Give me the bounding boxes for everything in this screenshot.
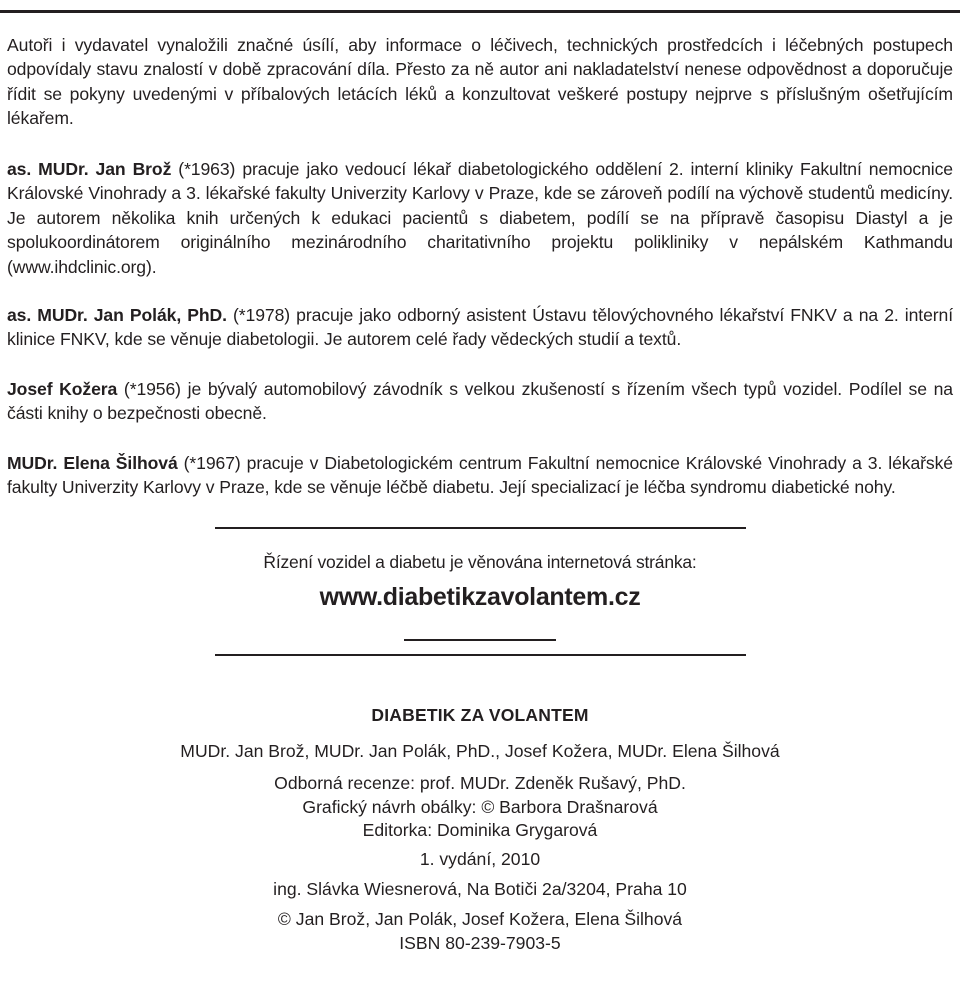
disclaimer-paragraph	[7, 33, 953, 131]
website-url: www.diabetikzavolantem.cz	[319, 583, 641, 611]
author-bio-silhova	[7, 451, 953, 500]
imprint-isbn: ISBN 80-239-7903-5	[399, 933, 561, 953]
divider	[215, 654, 746, 656]
author-bio-broz	[7, 157, 953, 279]
author-name: as. MUDr. Jan Brož	[7, 159, 172, 179]
author-bio-text: (*1978) pracuje jako odborný asistent Ústavu tělovýchovného lékařství FNKV a na 2. interní klinice FNKV, kde se věnuje diabetologii. Je autorem celé řady vědeckých studií a textů.	[7, 305, 954, 350]
author-bio-kozera	[7, 377, 953, 426]
author-name: as. MUDr. Jan Polák, PhD.	[7, 305, 227, 325]
website-intro: Řízení vozidel a diabetu je věnována internetová stránka:	[263, 552, 697, 572]
short-divider	[404, 639, 556, 641]
imprint-edition: 1. vydání, 2010	[419, 849, 541, 869]
author-name: MUDr. Elena Šilhová	[7, 453, 178, 473]
imprint-authors: MUDr. Jan Brož, MUDr. Jan Polák, PhD., Josef Kožera, MUDr. Elena Šilhová	[180, 741, 780, 761]
author-bio-text: (*1963) pracuje jako vedoucí lékař diabetologického oddělení 2. interní kliniky Fakultní nemocnice Královské Vinohrady a 3. lékařské fakulty Univerzity Karlovy v Praze, kde se zároveň podílí na výchově studentů medicíny. Je autorem několika knih určených k edukaci pacientů s diabetem, podílí se na přípravě časopisu Diastyl a je spolukoordinátorem originálního mezinárodního charitativního projektu polikliniky v nepálském Kathmandu (www.ihdclinic.org).	[7, 159, 953, 277]
imprint-cover-design: Grafický návrh obálky: © Barbora Drašnarová	[302, 797, 658, 817]
author-name: Josef Kožera	[7, 379, 118, 399]
imprint-publisher: ing. Slávka Wiesnerová, Na Botiči 2a/3204, Praha 10	[273, 879, 687, 899]
book-title: DIABETIK ZA VOLANTEM	[371, 705, 589, 725]
imprint-reviewer: Odborná recenze: prof. MUDr. Zdeněk Rušavý, PhD.	[274, 773, 686, 793]
top-rule	[0, 10, 960, 13]
imprint-editor: Editorka: Dominika Grygarová	[362, 820, 598, 840]
imprint-copyright: © Jan Brož, Jan Polák, Josef Kožera, Elena Šilhová	[277, 909, 683, 929]
disclaimer-text: Autoři i vydavatel vynaložili značné úsílí, aby informace o léčivech, technických prostředcích i léčebných postupech odpovídaly stavu znalostí v době zpracování díla. Přesto za ně autor ani nakladatelství nenese odpovědnost a doporučuje řídit se pokyny uvedenými v příbalových letácích léků a konzultovat veškeré postupy nejprve s příslušným ošetřujícím lékařem.	[7, 35, 953, 129]
author-bio-text: (*1967) pracuje v Diabetologickém centrum Fakultní nemocnice Královské Vinohrady a 3. lékařské fakulty Univerzity Karlovy v Praze, kde se věnuje léčbě diabetu. Její specializací je léčba syndromu diabetické nohy.	[7, 453, 953, 498]
author-bio-text: (*1956) je bývalý automobilový závodník s velkou zkušeností s řízením všech typů vozidel. Podílel se na části knihy o bezpečnosti obecně.	[7, 379, 953, 424]
divider	[215, 527, 746, 529]
author-bio-polak	[7, 303, 953, 352]
